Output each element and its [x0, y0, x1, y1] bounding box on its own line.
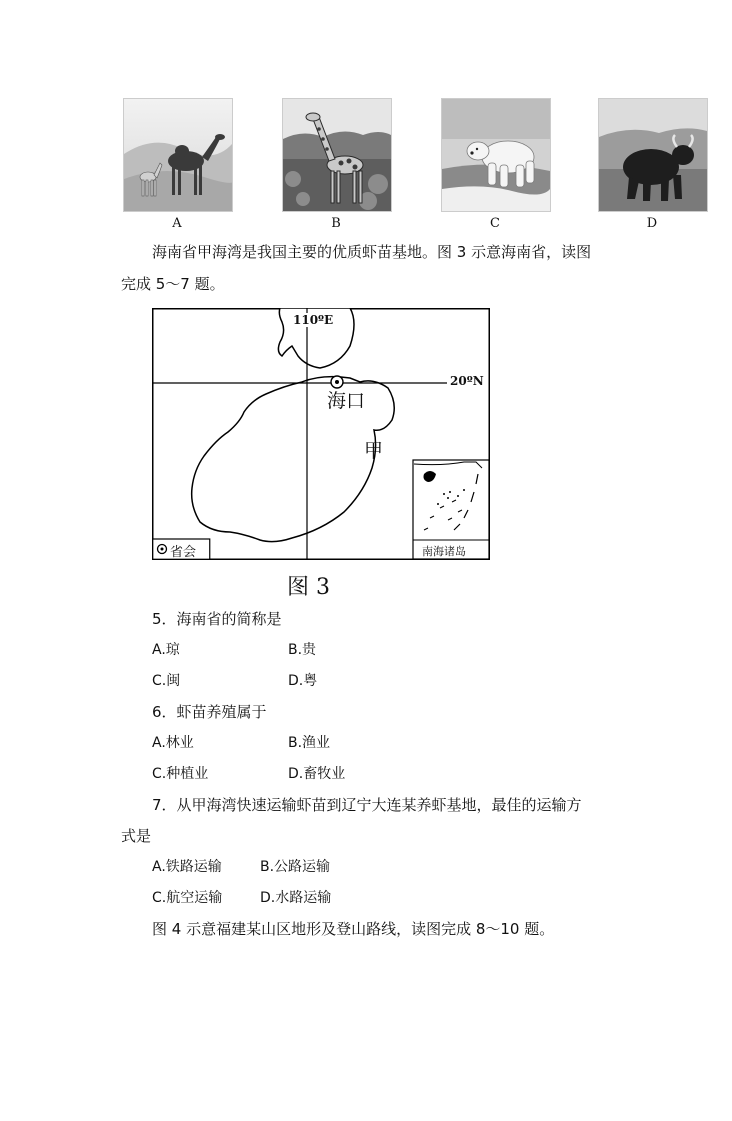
photo-b-label: B — [331, 216, 341, 231]
hainan-map-drawing — [152, 308, 490, 560]
question-7-option-d[interactable]: D.水路运输 — [260, 890, 332, 906]
polar-bear-icon — [442, 99, 550, 211]
intro-line-1: 海南省甲海湾是我国主要的优质虾苗基地。图 3 示意海南省，读图 — [152, 243, 592, 261]
photo-a — [123, 98, 233, 212]
photo-c — [441, 98, 551, 212]
question-5-stem: 5．海南省的简称是 — [152, 610, 282, 628]
camel-icon — [124, 99, 232, 211]
next-intro: 图 4 示意福建某山区地形及登山路线，读图完成 8～10 题。 — [152, 920, 555, 938]
question-6-option-b[interactable]: B.渔业 — [288, 735, 331, 751]
inset-label: 南海诸岛 — [422, 545, 466, 558]
question-5-option-b[interactable]: B.贵 — [288, 642, 317, 658]
latitude-label: 20ºN — [450, 374, 484, 388]
figure-caption: 图 3 — [287, 575, 330, 600]
question-7-stem-line-2: 式是 — [121, 827, 152, 845]
question-5-option-d[interactable]: D.粤 — [288, 673, 318, 689]
question-7-option-c[interactable]: C.航空运输 — [152, 890, 223, 906]
yak-icon — [599, 99, 707, 211]
giraffe-icon — [283, 99, 391, 211]
longitude-label: 110ºE — [293, 313, 334, 327]
question-5-option-c[interactable]: C.闽 — [152, 673, 181, 689]
question-6-option-a[interactable]: A.林业 — [152, 735, 194, 751]
question-7-option-a[interactable]: A.铁路运输 — [152, 859, 222, 875]
haikou-label: 海口 — [327, 390, 366, 412]
question-7-option-b[interactable]: B.公路运输 — [260, 859, 331, 875]
question-6-option-d[interactable]: D.畜牧业 — [288, 766, 346, 782]
question-6-stem: 6．虾苗养殖属于 — [152, 703, 267, 721]
photo-d — [598, 98, 708, 212]
photo-a-label: A — [172, 216, 182, 231]
question-7-stem-line-1: 7．从甲海湾快速运输虾苗到辽宁大连某养虾基地，最佳的运输方 — [152, 796, 582, 814]
question-6-option-c[interactable]: C.种植业 — [152, 766, 209, 782]
question-5-option-a[interactable]: A.琼 — [152, 642, 180, 658]
hainan-map — [152, 308, 490, 560]
photo-b — [282, 98, 392, 212]
bay-jia-label: 甲 — [364, 440, 384, 462]
photo-d-label: D — [646, 216, 658, 231]
legend-label: 省会 — [170, 545, 197, 560]
intro-line-2: 完成 5～7 题。 — [121, 275, 225, 293]
photo-c-label: C — [490, 216, 500, 231]
